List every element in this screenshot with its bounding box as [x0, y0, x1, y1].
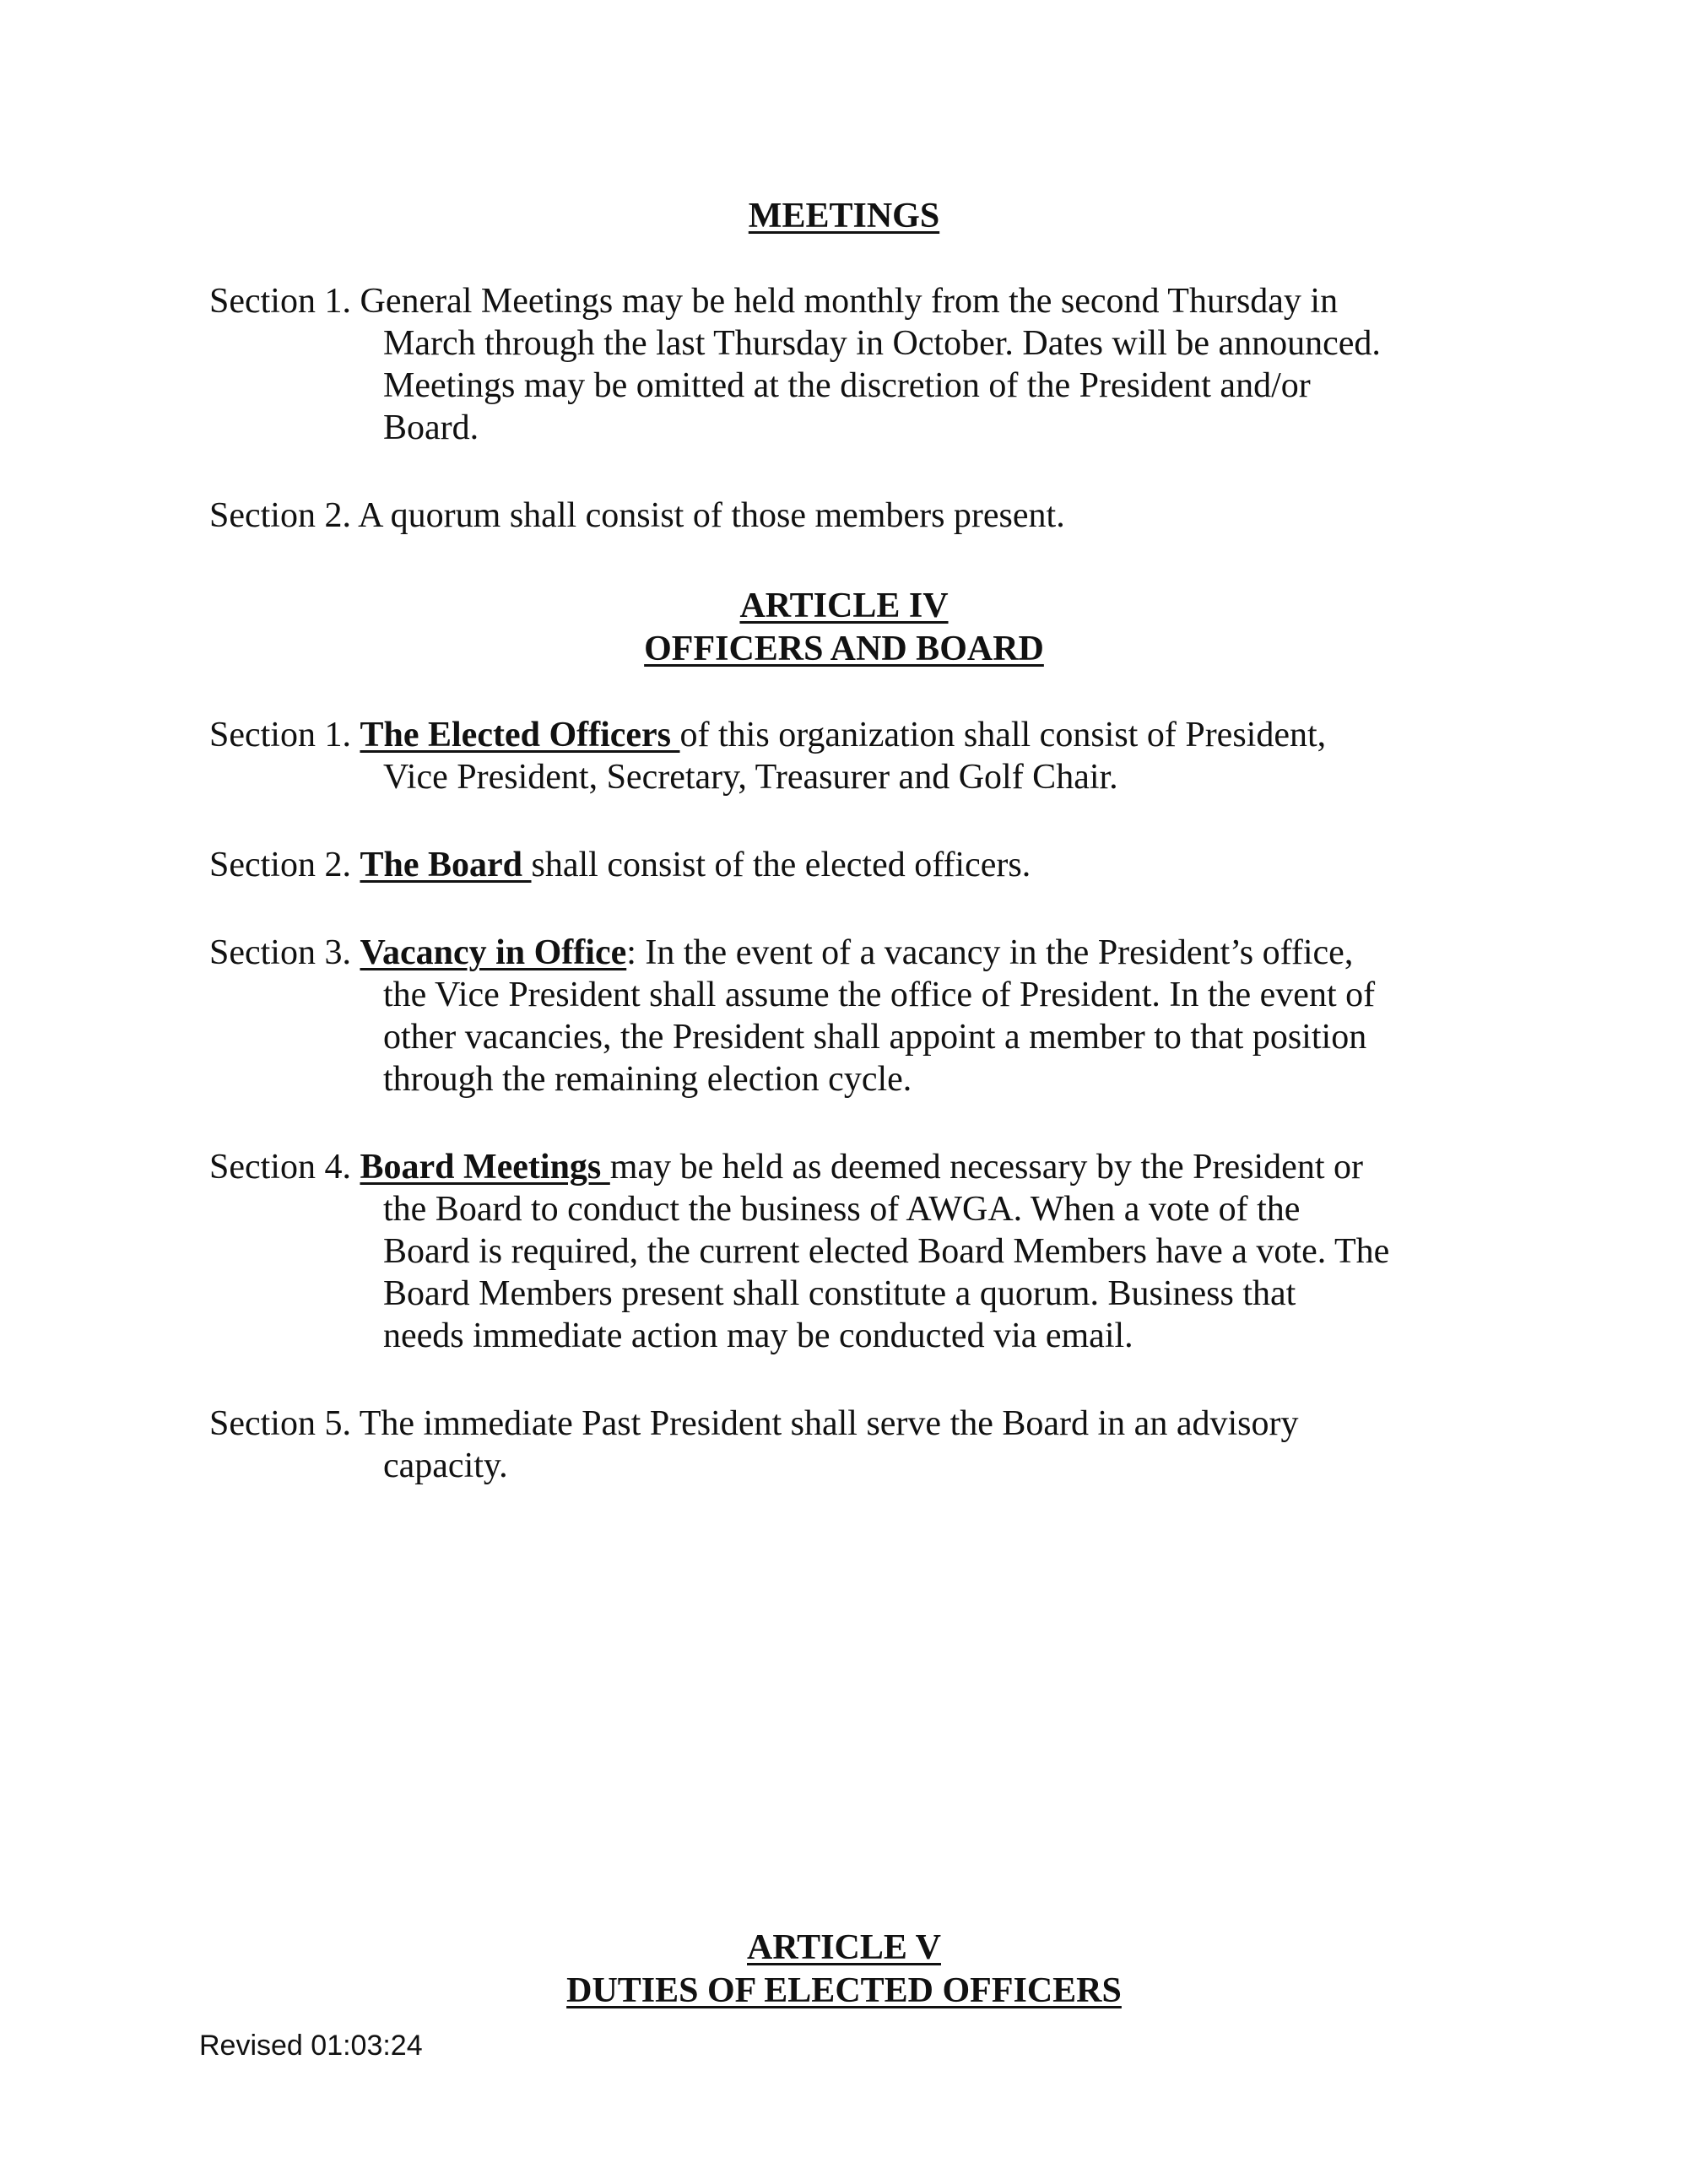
section-text: General Meetings may be held monthly from the second Thursday in [360, 282, 1339, 321]
section-term: Vacancy in Office [360, 933, 627, 972]
section-line: the Board to conduct the business of AWGA. When a vote of the [383, 1190, 1301, 1229]
section-term: The Elected Officers [360, 716, 680, 754]
section-label: Section 1. [209, 282, 351, 321]
section-text: of this organization shall consist of President, [679, 716, 1327, 754]
section-text: may be held as deemed necessary by the President or [609, 1148, 1363, 1187]
revision-footer: Revised 01:03:24 [199, 2030, 423, 2062]
section-line: Board Members present shall constitute a quorum. Business that [383, 1274, 1296, 1313]
section-line: the Vice President shall assume the office of President. In the event of [383, 976, 1376, 1014]
article-iv-section-3 [209, 932, 1526, 1100]
section-text: shall consist of the elected officers. [531, 846, 1031, 884]
section-first-line [209, 844, 1526, 886]
section-text: The immediate Past President shall serve the Board in an advisory [359, 1404, 1299, 1443]
section-first-line [209, 714, 1526, 756]
article-v-heading: ARTICLE V [747, 1928, 941, 1967]
section-line: through the remaining election cycle. [383, 1060, 912, 1099]
section-label: Section 4. [209, 1148, 351, 1187]
section-first-line [209, 280, 1526, 322]
section-label: Section 2. [209, 496, 351, 535]
article-iv-section-5 [209, 1403, 1526, 1487]
section-text: : In the event of a vacancy in the President’s office, [626, 933, 1354, 972]
section-line: needs immediate action may be conducted via email. [383, 1316, 1133, 1355]
meetings-heading: MEETINGS [748, 197, 940, 235]
article-iv-section-1 [209, 714, 1526, 798]
section-line: other vacancies, the President shall appoint a member to that position [383, 1018, 1367, 1057]
section-first-line [209, 1403, 1526, 1445]
section-term: Board Meetings [360, 1148, 610, 1187]
section-label: Section 1. [209, 716, 351, 754]
article-iv-title: OFFICERS AND BOARD [644, 630, 1044, 668]
meetings-section-2 [209, 495, 1526, 537]
section-line: capacity. [383, 1446, 508, 1485]
article-iv-section-2 [209, 844, 1526, 886]
meetings-section-1 [209, 280, 1526, 449]
section-first-line [209, 932, 1526, 974]
section-text: A quorum shall consist of those members present. [358, 496, 1065, 535]
section-first-line [209, 1146, 1526, 1188]
section-line: Board. [383, 408, 479, 447]
section-label: Section 5. [209, 1404, 351, 1443]
section-line: March through the last Thursday in October. Dates will be announced. [383, 324, 1381, 363]
section-label: Section 2. [209, 846, 351, 884]
section-label: Section 3. [209, 933, 351, 972]
section-line: Vice President, Secretary, Treasurer and Golf Chair. [383, 758, 1118, 797]
article-iv-section-4 [209, 1146, 1526, 1357]
section-line: Board is required, the current elected Board Members have a vote. The [383, 1232, 1390, 1271]
article-v-title: DUTIES OF ELECTED OFFICERS [566, 1971, 1122, 2010]
section-term: The Board [360, 846, 532, 884]
article-iv-heading: ARTICLE IV [739, 587, 949, 625]
section-first-line [209, 495, 1526, 537]
section-line: Meetings may be omitted at the discretion of the President and/or [383, 366, 1311, 405]
